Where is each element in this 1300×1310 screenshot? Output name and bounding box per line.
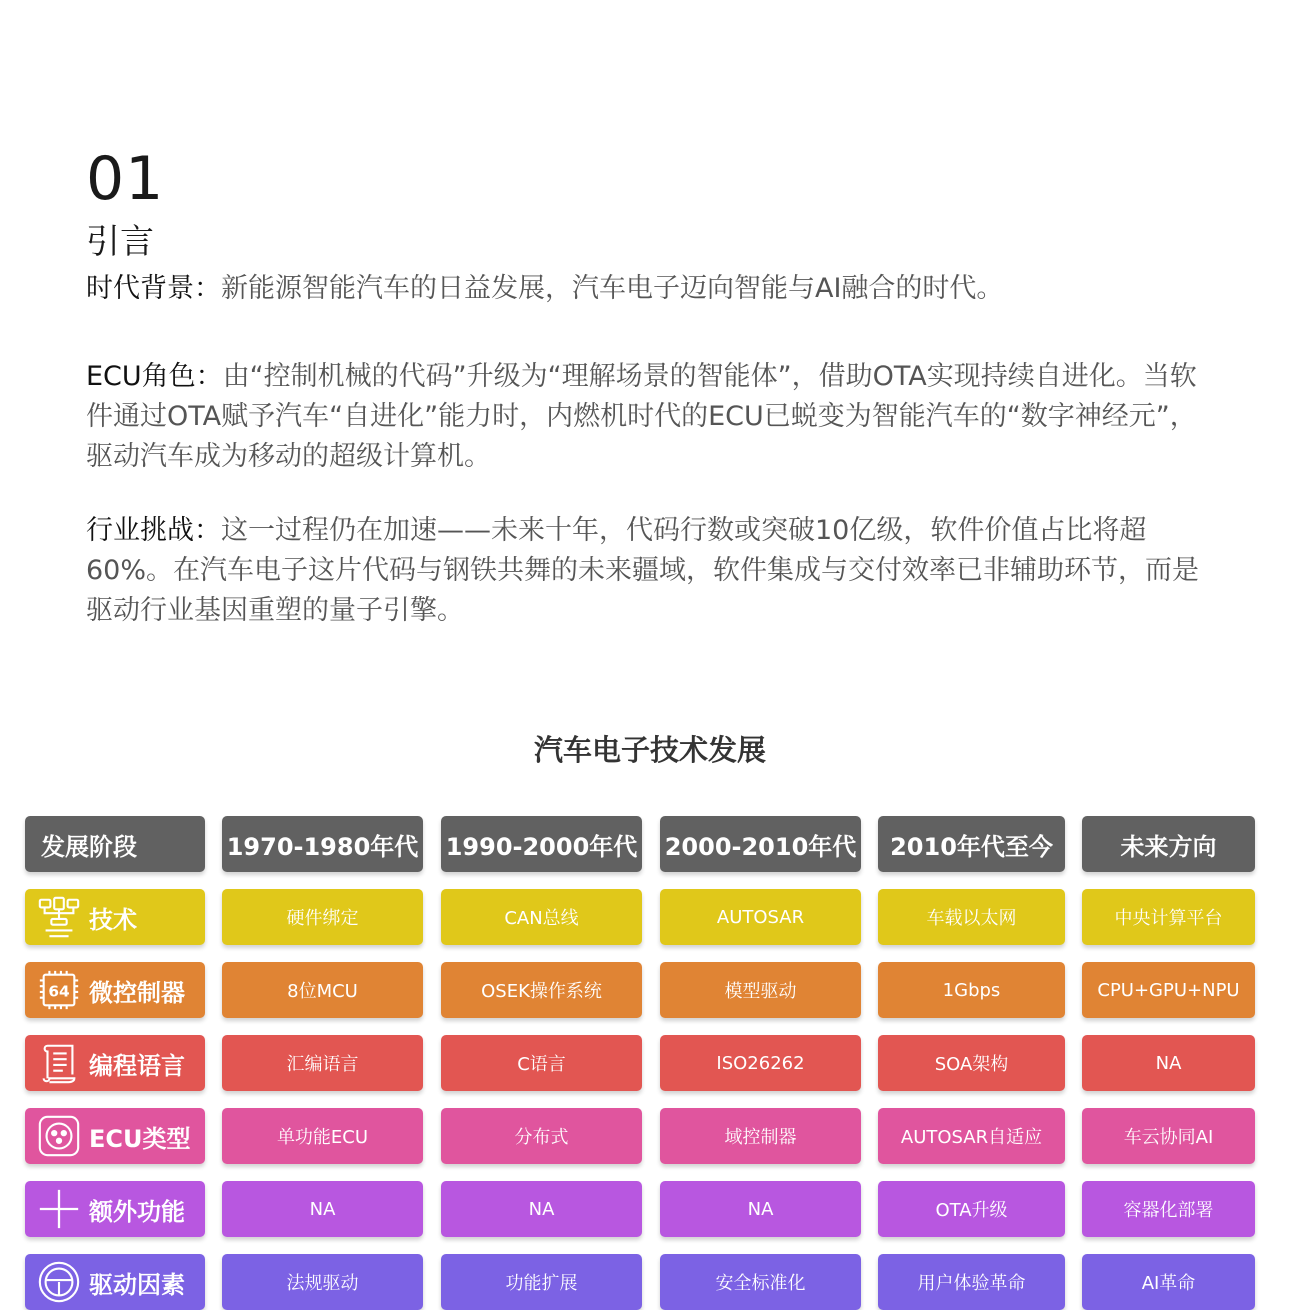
table-cell: NA xyxy=(660,1181,861,1237)
header-era: 2010年代至今 xyxy=(878,816,1065,872)
paragraph-ecu-role xyxy=(86,357,1216,477)
table-cell: ISO26262 xyxy=(660,1035,861,1091)
table-cell: 法规驱动 xyxy=(222,1254,423,1310)
table-cell: SOA架构 xyxy=(878,1035,1065,1091)
table-cell: AI革命 xyxy=(1082,1254,1255,1310)
paragraph-label: ECU角色： xyxy=(86,361,223,392)
header-era: 1970-1980年代 xyxy=(222,816,423,872)
row-label-text: 微控制器 xyxy=(89,978,185,1007)
chip-64-icon xyxy=(35,966,83,1014)
header-era: 未来方向 xyxy=(1082,816,1255,872)
table-cell: 域控制器 xyxy=(660,1108,861,1164)
table-cell: NA xyxy=(1082,1035,1255,1091)
table-cell: 中央计算平台 xyxy=(1082,889,1255,945)
header-era: 2000-2010年代 xyxy=(660,816,861,872)
table-cell: 分布式 xyxy=(441,1108,642,1164)
row-label xyxy=(25,1108,205,1164)
table-title: 汽车电子技术发展 xyxy=(533,733,766,767)
scroll-icon xyxy=(35,1039,83,1087)
paragraph-text: 新能源智能汽车的日益发展，汽车电子迈向智能与AI融合的时代。 xyxy=(221,273,1004,304)
paragraph-label: 行业挑战： xyxy=(86,515,221,546)
table-cell: OTA升级 xyxy=(878,1181,1065,1237)
network-devices-icon xyxy=(35,893,83,941)
table-cell: 1Gbps xyxy=(878,962,1065,1018)
row-label xyxy=(25,1254,205,1310)
row-label xyxy=(25,962,205,1018)
section-title: 引言 xyxy=(86,222,154,262)
table-cell: AUTOSAR自适应 xyxy=(878,1108,1065,1164)
paragraph-text: 这一过程仍在加速——未来十年，代码行数或突破10亿级，软件价值占比将超60%。在汽车电子这片代码与钢铁共舞的未来疆域，软件集成与交付效率已非辅助环节，而是驱动行业基因重塑的量子引擎。 xyxy=(86,515,1200,626)
table-cell: 容器化部署 xyxy=(1082,1181,1255,1237)
table-cell: NA xyxy=(222,1181,423,1237)
section-number: 01 xyxy=(86,144,165,214)
table-cell: 功能扩展 xyxy=(441,1254,642,1310)
table-cell: 8位MCU xyxy=(222,962,423,1018)
row-label-text: 技术 xyxy=(89,905,137,934)
row-label-text: 驱动因素 xyxy=(89,1270,185,1299)
table-cell: 单功能ECU xyxy=(222,1108,423,1164)
row-label xyxy=(25,1035,205,1091)
socket-icon xyxy=(35,1112,83,1160)
table-cell: CAN总线 xyxy=(441,889,642,945)
table-cell: 安全标准化 xyxy=(660,1254,861,1310)
table-cell: 车云协同AI xyxy=(1082,1108,1255,1164)
paragraph-era-background xyxy=(86,269,1216,309)
row-label xyxy=(25,889,205,945)
paragraph-text: 由“控制机械的代码”升级为“理解场景的智能体”，借助OTA实现持续自进化。当软件通过OTA赋予汽车“自进化”能力时，内燃机时代的ECU已蜕变为智能汽车的“数字神经元”，驱动汽车成为移动的超级计算机。 xyxy=(86,361,1197,472)
header-era: 1990-2000年代 xyxy=(441,816,642,872)
table-cell: AUTOSAR xyxy=(660,889,861,945)
row-label-text: ECU类型 xyxy=(89,1124,191,1153)
table-cell: 硬件绑定 xyxy=(222,889,423,945)
table-cell: C语言 xyxy=(441,1035,642,1091)
steering-wheel-icon xyxy=(35,1258,83,1306)
table-cell: NA xyxy=(441,1181,642,1237)
row-label-text: 额外功能 xyxy=(89,1197,185,1226)
table-cell: 车载以太网 xyxy=(878,889,1065,945)
table-cell: CPU+GPU+NPU xyxy=(1082,962,1255,1018)
table-cell: OSEK操作系统 xyxy=(441,962,642,1018)
svg-text:64: 64 xyxy=(48,982,70,1001)
table-cell: 模型驱动 xyxy=(660,962,861,1018)
paragraph-industry-challenge xyxy=(86,511,1216,631)
row-label-text: 编程语言 xyxy=(89,1051,185,1080)
table-cell: 用户体验革命 xyxy=(878,1254,1065,1310)
paragraph-label: 时代背景： xyxy=(86,273,221,304)
plus-icon xyxy=(35,1185,83,1233)
header-stage-label: 发展阶段 xyxy=(25,816,205,872)
table-cell: 汇编语言 xyxy=(222,1035,423,1091)
row-label xyxy=(25,1181,205,1237)
